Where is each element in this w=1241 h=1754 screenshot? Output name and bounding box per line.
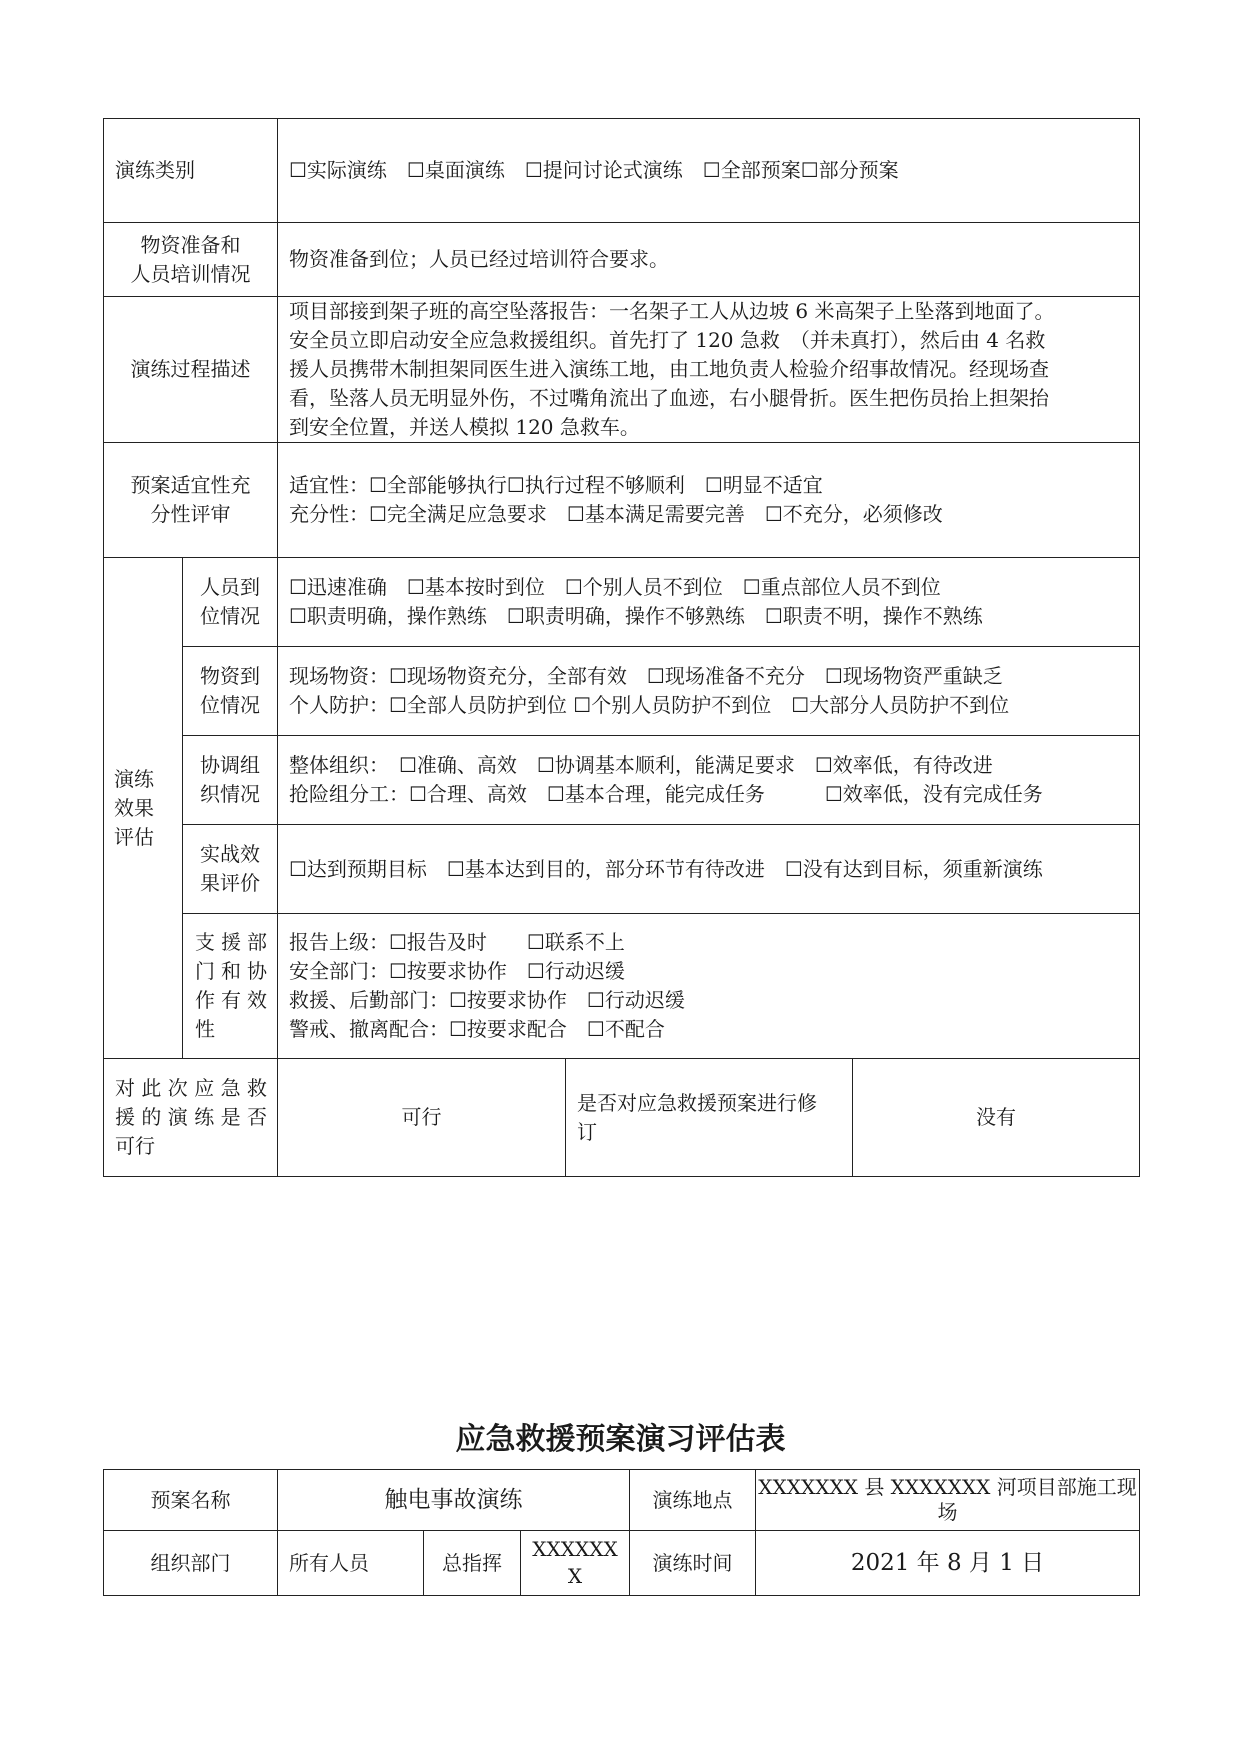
plan-name-value: 触电事故演练 [278,1470,630,1531]
plan-name-row [104,1470,1140,1531]
drill-type-label: 演练类别 [104,119,278,223]
preparation-label: 物资准备和 人员培训情况 [104,223,278,297]
effect-options[interactable]: ☐达到预期目标 ☐基本达到目的，部分环节有待改进 ☐没有达到目标，须重新演练 [278,825,1140,914]
time-label: 演练时间 [630,1531,756,1596]
drill-evaluation-table [103,118,1140,1177]
plan-name-label: 预案名称 [104,1470,278,1531]
drill-type-row [104,119,1140,223]
evaluation-group-label: 演练 效果 评估 [104,558,183,1059]
effect-label: 实战效 果评价 [183,825,278,914]
support-options[interactable]: 报告上级：☐报告及时 ☐联系不上 安全部门：☐按要求协作 ☐行动迟缓 救援、后勤部门：☐按要求协作 ☐行动迟缓 警戒、撤离配合：☐按要求配合 ☐不配合 [278,914,1140,1059]
support-row [104,914,1140,1059]
location-label: 演练地点 [630,1470,756,1531]
org-label: 组织部门 [104,1531,278,1596]
personnel-label: 人员到 位情况 [183,558,278,647]
suitability-row [104,443,1140,558]
suitability-options[interactable]: 适宜性：☐全部能够执行☐执行过程不够顺利 ☐明显不适宜 充分性：☐完全满足应急要求 ☐基本满足需要完善 ☐不充分，必须修改 [278,443,1140,558]
materials-options[interactable]: 现场物资：☐现场物资充分，全部有效 ☐现场准备不充分 ☐现场物资严重缺乏 个人防护：☐全部人员防护到位 ☐个别人员防护不到位 ☐大部分人员防护不到位 [278,647,1140,736]
effect-row [104,825,1140,914]
plan-info-table [103,1469,1140,1596]
feasibility-row [104,1059,1140,1177]
support-label: 支援部 门和协 作有效 性 [183,914,278,1059]
personnel-row [104,558,1140,647]
personnel-options[interactable]: ☐迅速准确 ☐基本按时到位 ☐个别人员不到位 ☐重点部位人员不到位 ☐职责明确，操作熟练 ☐职责明确，操作不够熟练 ☐职责不明，操作不熟练 [278,558,1140,647]
location-value: XXXXXXX 县 XXXXXXX 河项目部施工现 场 [756,1470,1140,1531]
feasibility-value: 可行 [278,1059,566,1177]
time-value: 2021 年 8 月 1 日 [756,1531,1140,1596]
coordination-row [104,736,1140,825]
form-title: 应急救援预案演习评估表 [455,1422,786,1457]
coordination-options[interactable]: 整体组织： ☐准确、高效 ☐协调基本顺利，能满足要求 ☐效率低，有待改进 抢险组分工：☐合理、高效 ☐基本合理，能完成任务 ☐效率低，没有完成任务 [278,736,1140,825]
process-label: 演练过程描述 [104,297,278,443]
revise-label: 是否对应急救援预案进行修 订 [566,1059,853,1177]
suitability-label: 预案适宜性充 分性评审 [104,443,278,558]
preparation-row [104,223,1140,297]
org-value: 所有人员 [278,1531,424,1596]
organization-row [104,1531,1140,1596]
commander-label: 总指挥 [424,1531,521,1596]
materials-row [104,647,1140,736]
feasibility-label: 对此次应急救 援的演练是否 可行 [104,1059,278,1177]
materials-label: 物资到 位情况 [183,647,278,736]
process-description: 项目部接到架子班的高空坠落报告：一名架子工人从边坡 6 米高架子上坠落到地面了。 安全员立即启动安全应急救援组织。首先打了 120 急救 （并未真打），然后由 4 名救 援人员携带木制担架同医生进入演练工地，由工地负责人检验介绍事故情况。经现场查 看，坠落人员无明显外伤，不过嘴角流出了血迹，右小腿骨折。医生把伤员抬上担架抬 到安全位置，并送人模拟 120 急救车。 [278,297,1140,443]
preparation-value: 物资准备到位；人员已经过培训符合要求。 [278,223,1140,297]
commander-value: XXXXXX X [521,1531,630,1596]
revise-value: 没有 [853,1059,1140,1177]
coordination-label: 协调组 织情况 [183,736,278,825]
process-row [104,297,1140,443]
drill-type-options[interactable]: ☐实际演练 ☐桌面演练 ☐提问讨论式演练 ☐全部预案☐部分预案 [278,119,1140,223]
